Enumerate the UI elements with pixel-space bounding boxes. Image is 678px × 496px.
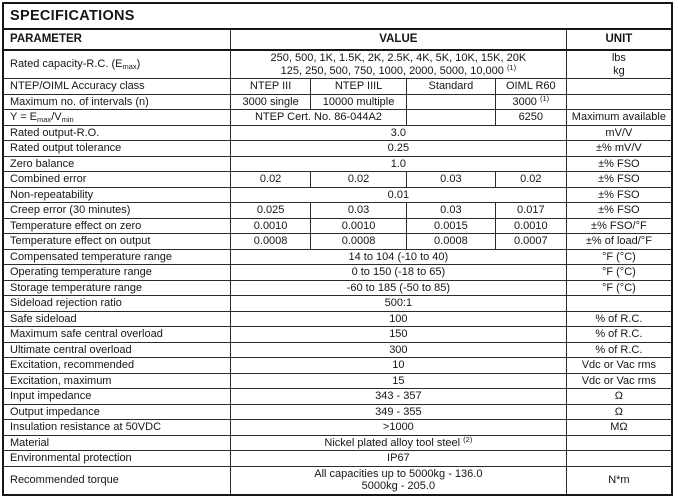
table-row-ultimate-central-overload [3, 342, 672, 358]
table-row-max-intervals [3, 94, 672, 110]
table-title-row [3, 3, 672, 29]
unit-cell: ±% FSO [566, 172, 672, 188]
table-row-combined-error [3, 172, 672, 188]
parameter-cell-operating-temp-range: Operating temperature range [3, 265, 230, 281]
value-cell: 3000 single [230, 94, 310, 110]
value-cell: 1.0 [230, 156, 566, 172]
table-row-operating-temp-range [3, 265, 672, 281]
value-cell: 150 [230, 327, 566, 343]
parameter-cell-insulation-resistance: Insulation resistance at 50VDC [3, 420, 230, 436]
table-row-environmental-protection [3, 451, 672, 467]
parameter-cell-safe-sideload: Safe sideload [3, 311, 230, 327]
value-cell: 100 [230, 311, 566, 327]
column-header-parameter: PARAMETER [3, 29, 230, 50]
parameter-cell-temp-effect-output: Temperature effect on output [3, 234, 230, 250]
value-cell: 300 [230, 342, 566, 358]
value-cell: 0.02 [311, 172, 407, 188]
parameter-cell-temp-effect-zero: Temperature effect on zero [3, 218, 230, 234]
value-cell: 0.25 [230, 141, 566, 157]
table-row-compensated-temp-range [3, 249, 672, 265]
value-cell: 0.025 [230, 203, 310, 219]
table-row-temp-effect-zero [3, 218, 672, 234]
unit-cell: Ω [566, 404, 672, 420]
unit-cell: mV/V [566, 125, 672, 141]
table-row-temp-effect-output [3, 234, 672, 250]
unit-cell: °F (°C) [566, 249, 672, 265]
value-cell: All capacities up to 5000kg - 136.0 5000kg - 205.0 [230, 466, 566, 495]
parameter-cell-excitation-maximum: Excitation, maximum [3, 373, 230, 389]
value-cell [406, 94, 495, 110]
parameter-cell-compensated-temp-range: Compensated temperature range [3, 249, 230, 265]
table-row-non-repeatability [3, 187, 672, 203]
value-cell: 0.02 [495, 172, 566, 188]
parameter-cell-input-impedance: Input impedance [3, 389, 230, 405]
table-row-excitation-recommended [3, 358, 672, 374]
table-row-zero-balance [3, 156, 672, 172]
value-cell: 250, 500, 1K, 1.5K, 2K, 2.5K, 4K, 5K, 10K, 15K, 20K 125, 250, 500, 750, 1000, 2000, 5000, 10,000 $^{(1)}$ [230, 50, 566, 79]
parameter-cell-excitation-recommended: Excitation, recommended [3, 358, 230, 374]
value-cell: 0.0008 [311, 234, 407, 250]
value-cell: 0.0008 [230, 234, 310, 250]
value-cell: 343 - 357 [230, 389, 566, 405]
value-cell: NTEP III [230, 79, 310, 95]
table-row-insulation-resistance [3, 420, 672, 436]
value-cell: 3.0 [230, 125, 566, 141]
table-row-excitation-maximum [3, 373, 672, 389]
parameter-cell-accuracy-class: NTEP/OIML Accuracy class [3, 79, 230, 95]
value-cell: 15 [230, 373, 566, 389]
parameter-cell-material: Material [3, 435, 230, 451]
value-cell: Nickel plated alloy tool steel $^{(2)}$ [230, 435, 566, 451]
parameter-cell-max-intervals: Maximum no. of intervals (n) [3, 94, 230, 110]
unit-cell: % of R.C. [566, 342, 672, 358]
unit-cell: Vdc or Vac rms [566, 373, 672, 389]
unit-cell: Maximum available [566, 110, 672, 126]
table-row-rated-output-tolerance [3, 141, 672, 157]
table-row-recommended-torque [3, 466, 672, 495]
value-cell: 3000 $^{(1)}$ [495, 94, 566, 110]
parameter-cell-rated-output: Rated output-R.O. [3, 125, 230, 141]
parameter-cell-recommended-torque: Recommended torque [3, 466, 230, 495]
table-header-row [3, 29, 672, 50]
unit-cell [566, 94, 672, 110]
unit-cell: % of R.C. [566, 327, 672, 343]
parameter-cell-max-safe-central-overload: Maximum safe central overload [3, 327, 230, 343]
parameter-cell-sideload-rejection-ratio: Sideload rejection ratio [3, 296, 230, 312]
value-cell: Standard [406, 79, 495, 95]
table-row-max-safe-central-overload [3, 327, 672, 343]
unit-cell: Ω [566, 389, 672, 405]
parameter-cell-non-repeatability: Non-repeatability [3, 187, 230, 203]
specifications-table [2, 2, 673, 496]
table-row-rated-output [3, 125, 672, 141]
unit-cell [566, 79, 672, 95]
value-cell: NTEP Cert. No. 86-044A2 [230, 110, 406, 126]
value-cell: 0.0015 [406, 218, 495, 234]
unit-cell: % of R.C. [566, 311, 672, 327]
parameter-cell-output-impedance: Output impedance [3, 404, 230, 420]
parameter-cell-zero-balance: Zero balance [3, 156, 230, 172]
value-cell: 0.03 [311, 203, 407, 219]
value-cell [406, 110, 495, 126]
spec-sheet [2, 2, 673, 492]
value-cell: OIML R60 [495, 79, 566, 95]
unit-cell: ±% FSO/°F [566, 218, 672, 234]
table-row-rated-capacity [3, 50, 672, 79]
unit-cell [566, 451, 672, 467]
unit-cell: °F (°C) [566, 280, 672, 296]
value-cell: >1000 [230, 420, 566, 436]
parameter-cell-storage-temp-range: Storage temperature range [3, 280, 230, 296]
unit-cell [566, 296, 672, 312]
column-header-value: VALUE [230, 29, 566, 50]
parameter-cell-rated-capacity: Rated capacity-R.C. $(E_{max})$ [3, 50, 230, 79]
value-cell: -60 to 185 (-50 to 85) [230, 280, 566, 296]
value-cell: 0.03 [406, 203, 495, 219]
unit-cell: °F (°C) [566, 265, 672, 281]
unit-cell: Vdc or Vac rms [566, 358, 672, 374]
value-cell: 0.0007 [495, 234, 566, 250]
table-row-material [3, 435, 672, 451]
unit-cell: lbs kg [566, 50, 672, 79]
unit-cell: ±% FSO [566, 156, 672, 172]
unit-cell: ±% FSO [566, 203, 672, 219]
table-row-accuracy-class [3, 79, 672, 95]
table-row-safe-sideload [3, 311, 672, 327]
value-cell: NTEP IIIL [311, 79, 407, 95]
unit-cell: N*m [566, 466, 672, 495]
value-cell: 10 [230, 358, 566, 374]
column-header-unit: UNIT [566, 29, 672, 50]
unit-cell: ±% FSO [566, 187, 672, 203]
value-cell: 0.0008 [406, 234, 495, 250]
table-body [3, 50, 672, 495]
parameter-cell-creep-error: Creep error (30 minutes) [3, 203, 230, 219]
value-cell: 0 to 150 (-18 to 65) [230, 265, 566, 281]
parameter-cell-rated-output-tolerance: Rated output tolerance [3, 141, 230, 157]
value-cell: 0.0010 [495, 218, 566, 234]
value-cell: 10000 multiple [311, 94, 407, 110]
value-cell: 6250 [495, 110, 566, 126]
table-row-sideload-rejection-ratio [3, 296, 672, 312]
table-row-y-emax-vmin [3, 110, 672, 126]
value-cell: 0.0010 [230, 218, 310, 234]
parameter-cell-combined-error: Combined error [3, 172, 230, 188]
unit-cell: ±% of load/°F [566, 234, 672, 250]
value-cell: 500:1 [230, 296, 566, 312]
value-cell: IP67 [230, 451, 566, 467]
value-cell: 0.0010 [311, 218, 407, 234]
unit-cell: ±% mV/V [566, 141, 672, 157]
table-row-storage-temp-range [3, 280, 672, 296]
table-title: SPECIFICATIONS [3, 3, 672, 29]
parameter-cell-y-emax-vmin: $Y = E_{max}/V_{min}$ [3, 110, 230, 126]
value-cell: 0.017 [495, 203, 566, 219]
table-row-creep-error [3, 203, 672, 219]
value-cell: 0.01 [230, 187, 566, 203]
table-row-input-impedance [3, 389, 672, 405]
parameter-cell-environmental-protection: Environmental protection [3, 451, 230, 467]
table-row-output-impedance [3, 404, 672, 420]
unit-cell: MΩ [566, 420, 672, 436]
parameter-cell-ultimate-central-overload: Ultimate central overload [3, 342, 230, 358]
value-cell: 14 to 104 (-10 to 40) [230, 249, 566, 265]
value-cell: 0.02 [230, 172, 310, 188]
value-cell: 349 - 355 [230, 404, 566, 420]
unit-cell [566, 435, 672, 451]
value-cell: 0.03 [406, 172, 495, 188]
